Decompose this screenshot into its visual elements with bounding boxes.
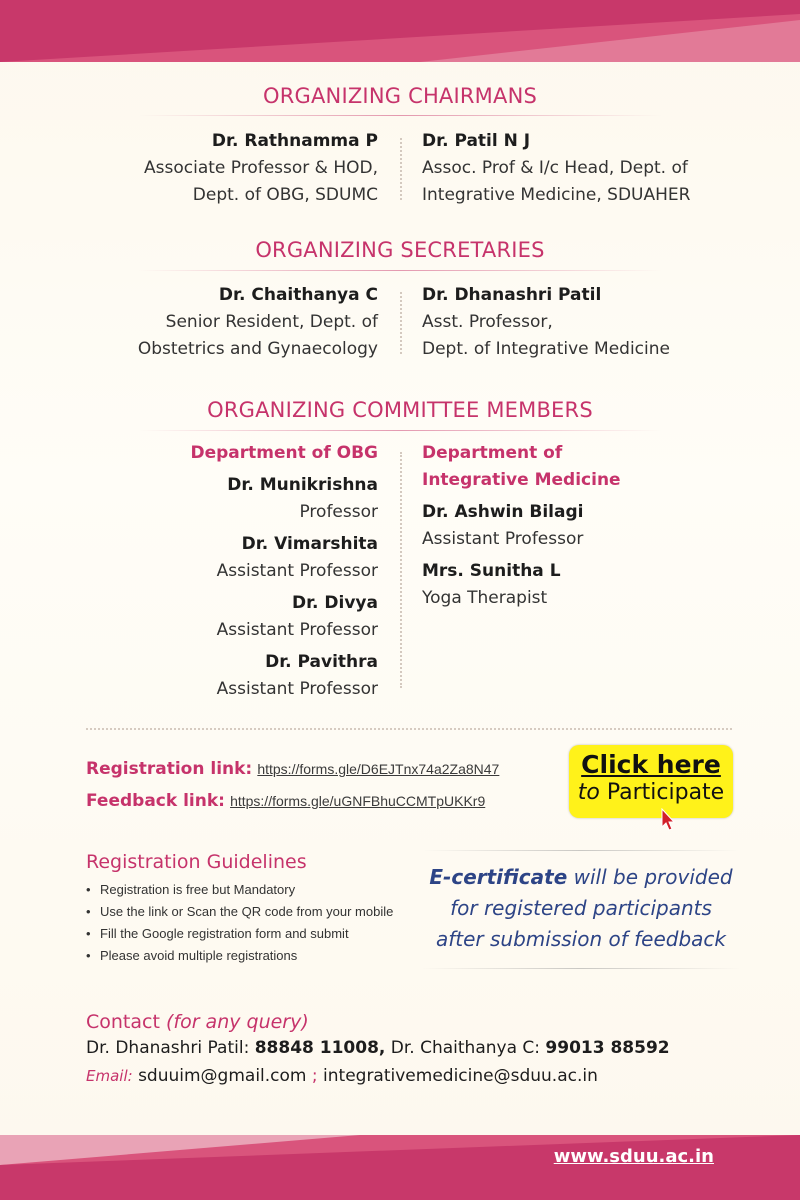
member-role: Assistant Professor [216,561,378,581]
guideline-item: • Fill the Google registration form and submit [86,923,393,945]
committee-obg-dept: Department of OBG [190,443,378,463]
chairman-left [144,128,378,209]
feedback-link[interactable]: https://forms.gle/uGNFBhuCCMTpUKKr9 [230,793,486,809]
committee-im-dept-2: Integrative Medicine [422,470,621,490]
chairman-left-role-1: Associate Professor & HOD, [144,158,378,178]
contact-phone-2: 99013 88592 [545,1038,670,1058]
secretary-left [138,282,378,363]
secretaries-divider [400,292,402,354]
committee-title: ORGANIZING COMMITTEE MEMBERS [207,398,593,422]
chairmans-rule [138,115,662,116]
contact-person-2: Dr. Chaithanya C: [390,1038,541,1058]
member-role: Assistant Professor [422,529,584,549]
secretaries-title: ORGANIZING SECRETARIES [255,238,545,262]
member-name: Dr. Munikrishna [227,475,378,495]
email-address-2[interactable]: integrativemedicine@sduu.ac.in [323,1066,598,1086]
committee-divider [400,452,402,688]
secretaries-rule [138,270,662,271]
committee-obg-column [190,440,378,703]
chairmans-title: ORGANIZING CHAIRMANS [262,84,538,108]
participate-button[interactable] [569,745,733,818]
contact-person-1: Dr. Dhanashri Patil: [86,1038,250,1058]
chairman-right-role-1: Assoc. Prof & I/c Head, Dept. of [422,158,688,178]
member-role: Assistant Professor [216,679,378,699]
member-name: Dr. Divya [291,593,378,613]
secretary-left-role-2: Obstetrics and Gynaecology [137,339,378,359]
chairman-right-name: Dr. Patil N J [422,131,531,151]
ecert-line-3: after submission of feedback [435,927,727,951]
chairmans-divider [400,138,402,200]
feedback-link-label: Feedback link: [86,791,225,811]
contact-phone-1: 88848 11008, [254,1038,386,1058]
member-name: Mrs. Sunitha L [422,561,561,581]
registration-link[interactable]: https://forms.gle/D6EJTnx74a2Za8N47 [257,761,500,777]
guidelines-title: Registration Guidelines [86,851,307,873]
links-separator [86,728,732,730]
member-name: Dr. Pavithra [265,652,378,672]
guideline-item: • Please avoid multiple registrations [86,945,393,967]
committee-rule [138,430,662,431]
ecert-rule-top [422,850,740,851]
guideline-item: • Use the link or Scan the QR code from your mobile [86,901,393,923]
secretary-right-name: Dr. Dhanashri Patil [422,285,602,305]
contact-phones [86,1038,670,1058]
website-link[interactable]: www.sduu.ac.in [553,1146,714,1167]
secretary-right-role-1: Asst. Professor, [422,312,553,332]
member-name: Dr. Ashwin Bilagi [422,502,584,522]
registration-link-row [86,759,499,779]
secretary-right-role-2: Dept. of Integrative Medicine [422,339,670,359]
email-address-1[interactable]: sduuim@gmail.com [138,1066,307,1086]
ecert-bold: E-certificate [429,865,568,889]
secretary-left-role-1: Senior Resident, Dept. of [165,312,378,332]
participate-button-sub: to Participate [577,780,725,805]
member-name: Dr. Vimarshita [241,534,378,554]
secretary-right [422,282,670,363]
pointer-cursor-icon [660,808,676,832]
chairman-left-role-2: Dept. of OBG, SDUMC [192,185,378,205]
ecert-line-2: for registered participants [450,896,712,920]
committee-im-dept-1: Department of [422,443,563,463]
contact-title: Contact (for any query) [86,1011,309,1033]
member-role: Yoga Therapist [422,588,548,608]
ecert-note: E-certificate will be provided for registered participants after submission of feedback [420,862,742,955]
guidelines-list [86,879,393,967]
ecert-rule-bottom [422,968,740,969]
bottom-decorative-band [0,1135,800,1200]
chairman-right-role-2: Integrative Medicine, SDUAHER [422,185,691,205]
member-role: Professor [299,502,378,522]
top-decorative-band [0,0,800,62]
chairman-left-name: Dr. Rathnamma P [211,131,378,151]
registration-link-label: Registration link: [86,759,253,779]
participate-button-main: Click here [581,750,721,779]
email-label: Email: [86,1067,133,1085]
feedback-link-row [86,791,485,811]
secretary-left-name: Dr. Chaithanya C [218,285,378,305]
committee-im-column [422,440,621,612]
member-role: Assistant Professor [216,620,378,640]
chairman-right [422,128,690,209]
guideline-item: • Registration is free but Mandatory [86,879,393,901]
contact-emails: Email: sduuim@gmail.com ; integrativemedicine@sduu.ac.in [86,1066,598,1086]
